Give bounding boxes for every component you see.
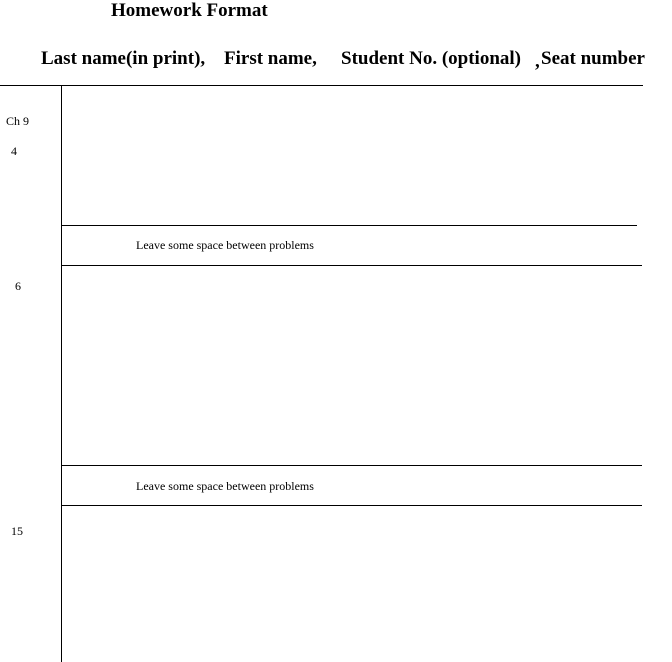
space-divider-bottom-1	[61, 265, 642, 266]
space-divider-top-1	[61, 225, 637, 226]
first-name-heading: First name,	[224, 48, 317, 69]
header-comma: ,	[535, 51, 540, 72]
chapter-label: Ch 9	[6, 114, 30, 128]
student-number-heading: Student No. (optional)	[341, 48, 521, 69]
seat-number-heading: Seat number	[541, 48, 645, 69]
margin-line	[61, 85, 62, 662]
problem-number: 15	[11, 524, 23, 538]
space-instruction: Leave some space between problems	[136, 238, 314, 252]
space-divider-bottom-2	[61, 505, 642, 506]
header-row	[0, 48, 672, 74]
page-title: Homework Format	[111, 0, 268, 21]
problem-number: 6	[15, 279, 21, 293]
space-divider-top-2	[61, 465, 642, 466]
space-instruction: Leave some space between problems	[136, 479, 314, 493]
header-divider	[0, 85, 643, 86]
problem-number: 4	[11, 144, 17, 158]
last-name-heading: Last name(in print),	[41, 48, 206, 69]
